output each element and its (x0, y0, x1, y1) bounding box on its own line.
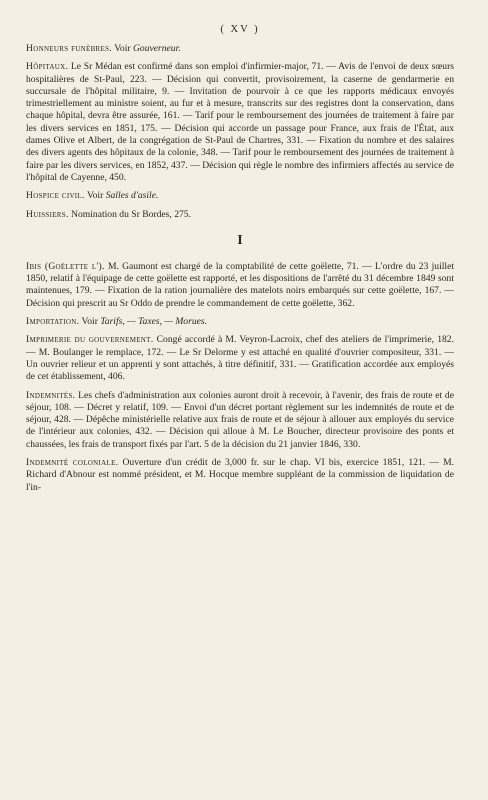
entry-heading: Indemnités. (26, 389, 76, 401)
page-header: ( XV ) (220, 24, 260, 35)
entry-heading: Hospice civil. (26, 190, 85, 202)
index-entry-ibis (26, 261, 454, 310)
entry-text: Ouverture d'un crédit de 3,000 fr. sur le chap. VI bis, exercice 1851, 121. — M. Richard d'Abnour est nommé président, et M. Hocque membre suppléant de la commission de liquidation de l'in- (26, 457, 454, 493)
entry-text: Voir (84, 190, 106, 202)
index-entry-hospice-civil (26, 190, 454, 202)
index-entry-imprimerie (26, 334, 454, 383)
entry-heading: Indemnité coloniale. (26, 457, 119, 469)
entry-text: Congé accordé à M. Veyron-Lacroix, chef des ateliers de l'imprimerie, 182. — M. Boulanger le remplace, 172. — Le Sr Delorme y est attaché en qualité d'ouvrier compositeur, 331. — Un ouvrier relieur et un apprenti y sont attachés, à titre définitif, 331. — Gratification accordée aux employés de cet établissement, 406. (26, 334, 455, 383)
entry-text: Voir (111, 43, 133, 54)
entry-reference: Gouverneur. (132, 43, 181, 54)
entry-heading: Importation. (26, 316, 80, 328)
entry-text: Le Sr Médan est confirmé dans son emploi d'infirmier-major, 71. — Avis de l'envoi de deux sœurs hospitalières de St-Paul, 223. — Décision qui convertit, provisoirement, la caserne de gendarmerie en succursale de l'hôpital militaire, 9. — Invitation de pourvoir à ce que les rapports médicaux envoyés trimestriellement au ministre soient, au fur et à mesure, transcrits sur des registres dont la conservation, dans chaque hôpital, devra être assurée, 161. — Tarif pour le remboursement des journées de traitement à faire par les divers services en 1851, 175. — Décision qui accorde un passage pour France, aux frais de l'État, aux dames Olive et Albert, de la congrégation de St-Paul de Chartres, 331. — Fixation du nombre et des salaires des divers agents des hôpitaux de la colonie, 348. — Tarif pour le remboursement des journées de traitement à faire par les divers services, en 1852, 437. — Décision qui règle le nombre des infirmiers affectés au service de l'hôpital de Cayenne, 450. (26, 61, 454, 183)
entry-heading: Ibis (Goëlette l'). (26, 260, 105, 272)
entry-reference: Salles d'asile. (105, 190, 159, 202)
index-entry-hopitaux (26, 61, 454, 184)
entry-heading: Huissiers. (26, 208, 69, 220)
entry-heading: Hôpitaux. (26, 61, 69, 73)
entry-heading: Honneurs funèbres. (26, 43, 112, 54)
entry-reference: Tarifs, — Taxes, — Morues. (100, 316, 208, 328)
section-letter: I (237, 232, 243, 248)
index-entry-indemnite-coloniale (26, 457, 454, 494)
entry-heading: Imprimerie du gouvernement. (26, 334, 154, 346)
entry-text: Les chefs d'administration aux colonies auront droit à recevoir, à l'avenir, des frais de route et de séjour, 108. — Décret y relatif, 109. — Envoi d'un décret portant règlement sur les indemnités de route et de séjour, 428. — Dépêche ministérielle relative aux frais de route et de séjour à allouer aux employés du service de l'intérieur aux colonies, 432. — Décision qui alloue à M. Le Boucher, directeur provisoire des ponts et chaussées, les frais de transport fixés par l'art. 5 de la décision du 21 janvier 1846, 330. (26, 389, 454, 450)
entry-text: Nomination du Sr Bordes, 275. (68, 208, 191, 220)
index-entry-honneurs-funebres (26, 43, 454, 55)
index-entry-importation (26, 316, 454, 328)
entry-text: M. Gaumont est chargé de la comptabilité de cette goëlette, 71. — L'ordre du 23 juillet 1850, relatif à l'équipage de cette goëlette est rapporté, et les dispositions de l'arrêté du 31 décembre 1849 sont maintenues, 179. — Fixation de la ration journalière des matelots noirs embarqués sur cette goëlette, 167. — Décision qui prescrit au Sr Oddo de prendre le commandement de cette goëlette, 362. (26, 260, 454, 309)
entry-text: Voir (79, 316, 101, 328)
index-entry-huissiers (26, 209, 454, 221)
index-entry-indemnites (26, 390, 454, 451)
